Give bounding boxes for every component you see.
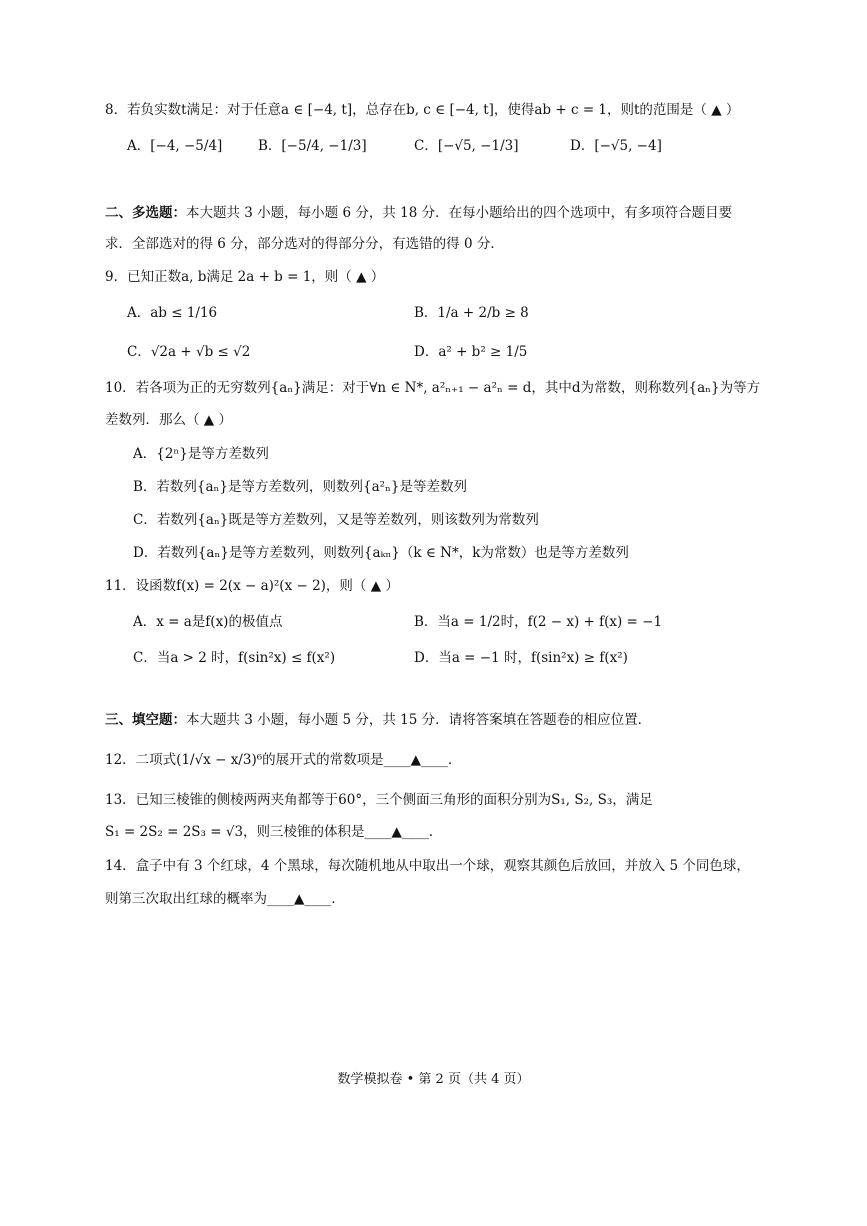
q8-stem: 8．若负实数t满足：对于任意a ∈ [−4, t]，总存在b, c ∈ [−4, t]，使得ab + c = 1，则t的范围是（ ▲ ）: [105, 102, 740, 118]
q10-option-a: A．{2ⁿ}是等方差数列: [133, 446, 269, 462]
section3-line: [105, 710, 651, 730]
section2-text1: 本大题共 3 小题，每小题 6 分，共 18 分．在每小题给出的四个选项中，有多项符合题目要: [186, 205, 733, 221]
section3-heading: 三、填空题：: [105, 712, 186, 728]
section2-text2: 求．全部选对的得 6 分，部分选对的得部分分，有选错的得 0 分．: [105, 236, 504, 252]
q8-option-d: D．[−√5, −4]: [570, 138, 662, 154]
q9-option-a: A．ab ≤ 1/16: [127, 305, 218, 321]
q11-option-b: B．当a = 1/2时，f(2 − x) + f(x) = −1: [414, 614, 663, 630]
q14-stem-line2: 则第三次取出红球的概率为____▲____．: [105, 891, 345, 907]
q9-option-b: B．1/a + 2/b ≥ 8: [414, 305, 529, 321]
q11-stem: 11．设函数f(x) = 2(x − a)²(x − 2)，则（ ▲ ）: [105, 578, 399, 594]
q11-option-a: A．x = a是f(x)的极值点: [133, 614, 283, 630]
q9-option-c: C．√2a + √b ≤ √2: [127, 344, 251, 360]
q9-option-d: D．a² + b² ≥ 1/5: [414, 344, 528, 360]
section2-line1: [105, 203, 732, 223]
q10-stem-line2: 差数列．那么（ ▲ ）: [105, 412, 232, 428]
q10-option-b: B．若数列{aₙ}是等方差数列，则数列{a²ₙ}是等差数列: [133, 479, 467, 495]
q10-option-d: D．若数列{aₙ}是等方差数列，则数列{aₖₙ}（k ∈ N*，k为常数）也是等方差数列: [133, 545, 629, 561]
q12-stem: 12．二项式(1/√x − x/3)⁶的展开式的常数项是____▲____．: [105, 752, 462, 768]
q8-option-b: B．[−5/4, −1/3]: [258, 138, 367, 154]
q10-option-c: C．若数列{aₙ}既是等方差数列，又是等差数列，则该数列为常数列: [133, 512, 539, 528]
q8-option-c: C．[−√5, −1/3]: [414, 138, 519, 154]
q11-option-c: C．当a > 2 时，f(sin²x) ≤ f(x²): [133, 650, 336, 666]
q13-stem-line2: S₁ = 2S₂ = 2S₃ = √3，则三棱锥的体积是____▲____．: [105, 824, 443, 840]
q14-stem-line1: 14．盒子中有 3 个红球，4 个黑球，每次随机地从中取出一个球，观察其颜色后放回，并放入 5 个同色球，: [105, 858, 750, 874]
page-footer: 数学模拟卷 • 第 2 页（共 4 页）: [337, 1072, 530, 1087]
section3-text: 本大题共 3 小题，每小题 5 分，共 15 分．请将答案填在答题卷的相应位置．: [186, 712, 652, 728]
q11-option-d: D．当a = −1 时，f(sin²x) ≥ f(x²): [414, 650, 628, 666]
q10-stem-line1: 10．若各项为正的无穷数列{aₙ}满足：对于∀n ∈ N*, a²ₙ₊₁ − a²ₙ = d，其中d为常数，则称数列{aₙ}为等方: [105, 380, 761, 396]
q8-option-a: A．[−4, −5/4]: [127, 138, 223, 154]
section2-heading: 二、多选题：: [105, 205, 186, 221]
q9-stem: 9．已知正数a, b满足 2a + b = 1，则（ ▲ ）: [105, 269, 385, 285]
q13-stem-line1: 13．已知三棱锥的侧棱两两夹角都等于60°，三个侧面三角形的面积分别为S₁, S₂, S₃，满足: [105, 792, 653, 808]
